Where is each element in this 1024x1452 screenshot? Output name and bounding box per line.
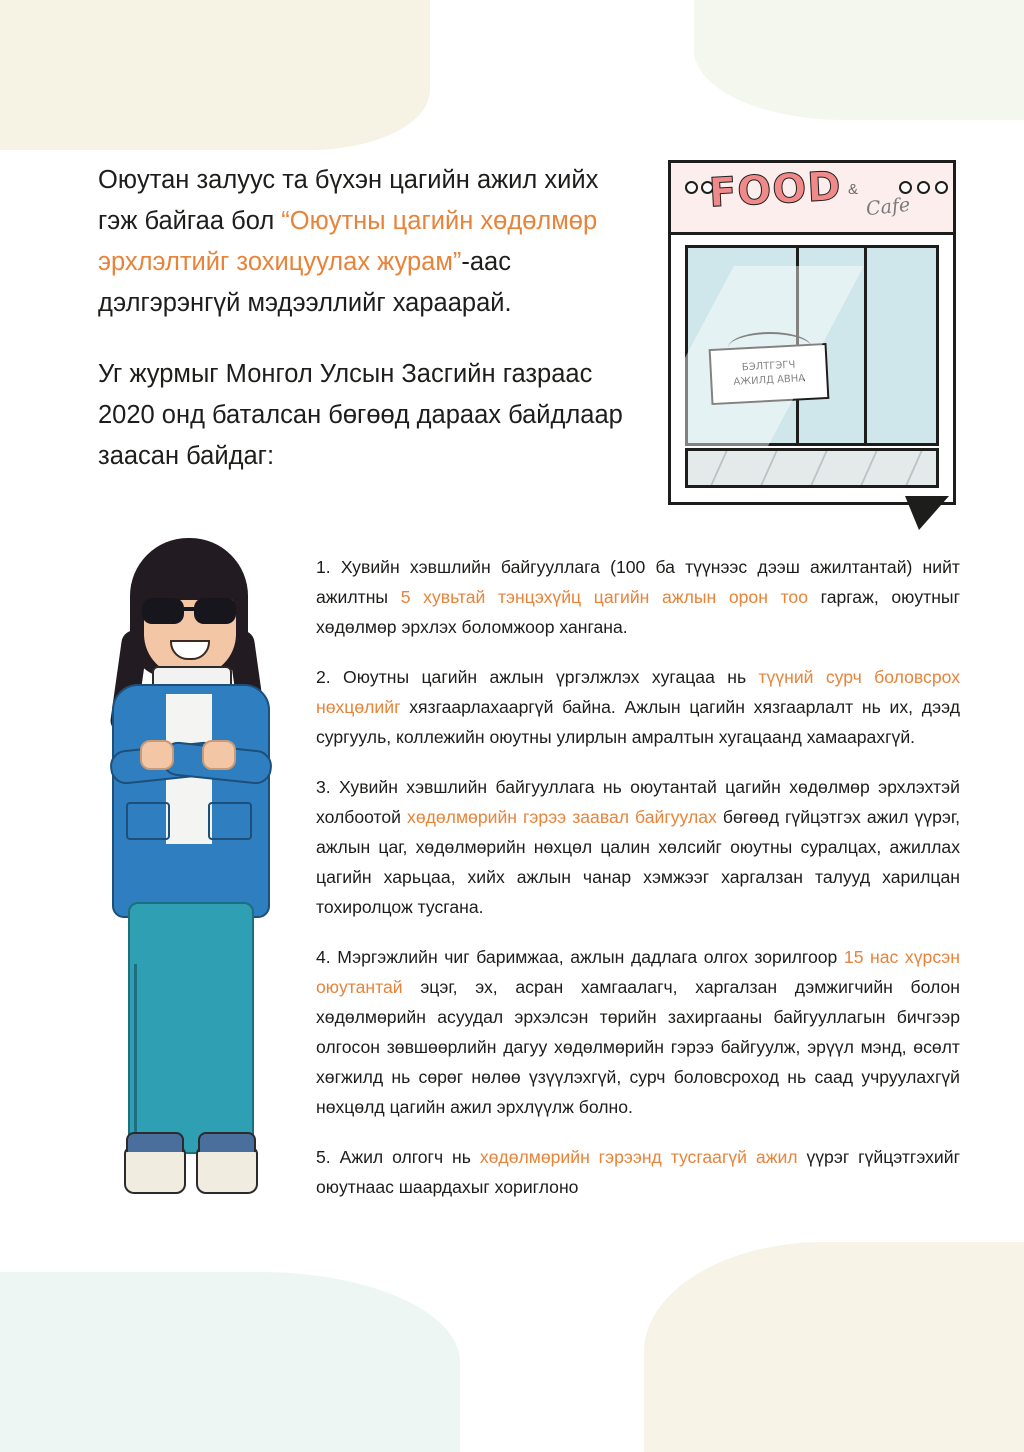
shoe-upper-left (126, 1132, 184, 1152)
lens-right (194, 598, 236, 624)
awning-bulb-icon (935, 181, 948, 194)
sign-string (728, 332, 812, 350)
awning-bulb-icon (917, 181, 930, 194)
item-text-before: 3. Хувийн хэвшлийн байгууллага нь оюутантай цагийн хөдөлмөр эрхлэхтэй холбоотой (316, 777, 960, 827)
awning-bulb-icon (685, 181, 698, 194)
intro-highlight: “Оюутны цагийн хөдөлмөр эрхлэлтийг зохицуулах журам” (98, 207, 598, 276)
intro-text-after: -аас дэлгэрэнгүй мэдээллийг хараарай. (98, 248, 512, 317)
item-text-after: гаргаж, оюутныг хөдөлмөр эрхлэх боломжоор хангана. (316, 587, 960, 637)
item-text-after: бөгөөд гүйцэтгэх ажил үүрэг, ажлын цаг, хөдөлмөрийн нөхцөл цалин хөлсийг оюутны суралцах, ажиллах цагийн харьцаа, хийх ажлын чанар хэмжээг харгалзан талууд харилцан тохиролцож тусгана. (316, 807, 961, 917)
floor-line (905, 451, 922, 485)
shop-floor (685, 448, 939, 488)
list-item (316, 772, 960, 922)
hiring-sign-line-1: БЭЛТГЭГЧ (741, 359, 796, 374)
shop-window (685, 245, 939, 446)
jacket-pocket-left (126, 802, 170, 840)
list-item (316, 552, 960, 642)
item-text-before: 5. Ажил олгогч нь (316, 1147, 480, 1167)
item-text-before: 2. Оюутны цагийн ажлын үргэлжлэх хугацаа нь (316, 667, 759, 687)
shoe-left (124, 1146, 186, 1194)
pants (128, 902, 254, 1154)
item-text-before: 1. Хувийн хэвшлийн байгууллага (100 ба түүнээс дээш ажилтантай) нийт ажилтны (316, 557, 960, 607)
shoe-right (196, 1146, 258, 1194)
intro-text-before: Оюутан залуус та бүхэн цагийн ажил хийх гэж байгаа бол (98, 166, 599, 235)
shop-sign-sub: Cafe (864, 193, 912, 221)
item-text-after: хязгаарлахааргүй байна. Ажлын цагийн хязгаарлалт нь их, дээд сургууль, коллежийн оюутны улирлын амралтын хугацаанд хамаарахгүй. (316, 697, 960, 747)
intro-block (98, 160, 643, 477)
shoe-upper-right (198, 1132, 256, 1152)
hand-left (202, 740, 236, 770)
jacket-pocket-right (208, 802, 252, 840)
list-item (316, 942, 960, 1122)
hair-fringe (136, 548, 244, 600)
glasses-bridge (184, 607, 196, 611)
list-item (316, 1142, 960, 1202)
hiring-sign-line-2: АЖИЛД АВНА (733, 373, 806, 388)
door-divider (796, 248, 799, 443)
regulation-list (316, 552, 960, 1202)
floor-line (760, 451, 777, 485)
lens-left (142, 598, 184, 624)
hiring-sign (709, 343, 830, 405)
speech-tail (905, 496, 949, 530)
floor-line (710, 451, 727, 485)
intro-paragraph-1 (98, 160, 643, 324)
item-highlight: 5 хувьтай тэнцэхүйц цагийн ажлын орон тоо (400, 587, 809, 607)
pants-seam (134, 964, 137, 1152)
floor-line (810, 451, 827, 485)
shop-illustration (668, 160, 956, 505)
item-text-after: үүрэг гүйцэтгэхийг оюутнаас шаардахыг хориглоно (316, 1147, 960, 1197)
item-highlight: түүний сурч боловсрох нөхцөлийг (316, 667, 960, 717)
shop-sign-amp: & (848, 181, 859, 198)
sunglasses-icon (140, 598, 240, 624)
intro-paragraph-2: Уг журмыг Монгол Улсын Засгийн газраас 2020 онд баталсан бөгөөд дараах байдлаар заасан байдаг: (98, 360, 623, 470)
item-highlight: 15 нас хүрсэн оюутантай (316, 947, 961, 997)
item-highlight: хөдөлмөрийн гэрээнд тусгаагүй ажил (479, 1147, 798, 1167)
item-text-after: эцэг, эх, асран хамгаалагч, харгалзан дэмжигчийн болон хөдөлмөрийн асуудал эрхэлсэн төрийн захиргааны байгууллагын бичгээр олгосон зөвшөөрлийн дагуу хөдөлмөрийн гэрээ байгуулж, эрүүл мэнд, өсөлт хөгжилд нь сөрөг нөлөө үзүүлэхгүй, сурч боловсроход нь саад учруулахгүй нөхцөлд цагийн ажил эрхлүүлж болно. (316, 977, 960, 1117)
student-character-illustration (74, 534, 304, 1244)
awning-bulb-icon (899, 181, 912, 194)
intro-spacer (98, 324, 643, 354)
list-item (316, 662, 960, 752)
item-highlight: хөдөлмөрийн гэрээ заавал байгуулах (407, 807, 717, 827)
hand-right (140, 740, 174, 770)
item-text-before: 4. Мэргэжлийн чиг баримжаа, ажлын дадлага олгох зорилгоор (316, 947, 844, 967)
floor-line (860, 451, 877, 485)
door-divider (864, 248, 867, 443)
shop-sign-word: FOOD (707, 163, 843, 217)
